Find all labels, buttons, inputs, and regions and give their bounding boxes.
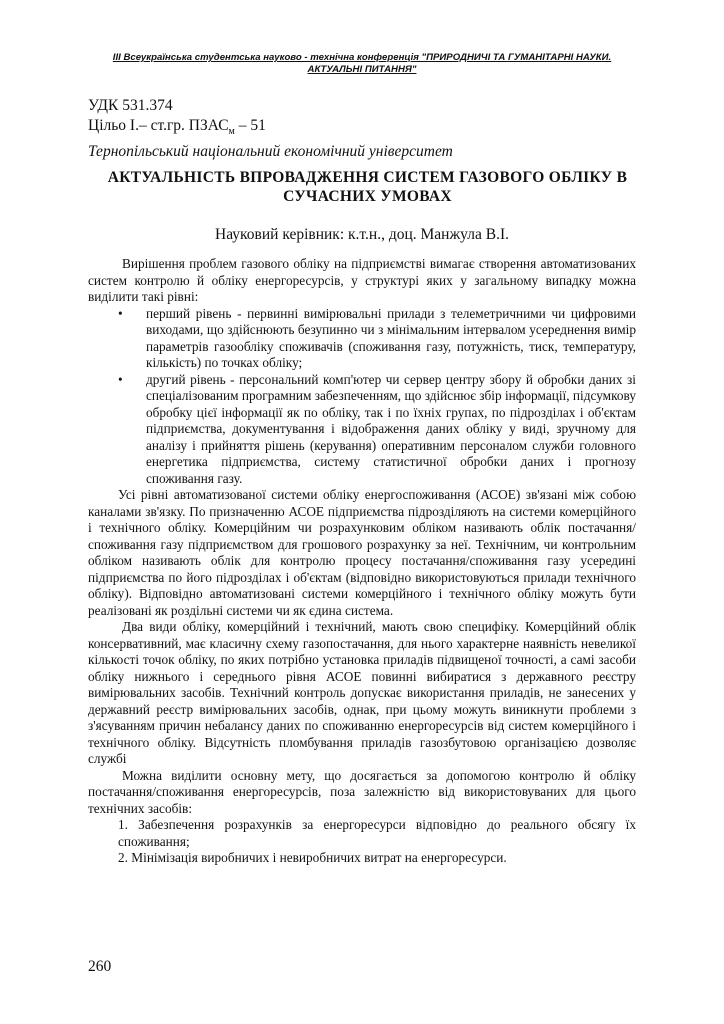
bullet-text-level-1: перший рівень - первинні вимірювальні прилади з телеметричними чи цифровими виходами, що здійснюють безупинно чи з мінімальним інтервалом усереднення вимір параметрів газообліку споживачів (споживання газу, потужність, тиск, температуру, кількість) по точках обліку; — [146, 305, 636, 370]
list-item — [88, 372, 636, 488]
paragraph-asoe-levels: Усі рівні автоматизованої системи обліку енергоспоживання (АСОЕ) зв'язані між собою каналами зв'язку. По призначенню АСОЕ підприємства підрозділяють на системи комерційного і технічного обліку. Комерційним чи розрахунковим обліком називають облік постачання/споживання газу підприємством для грошового розрахунку за неї. Технічним, чи контрольним обліком називають облік для контролю процесу постачання/споживання газу усередині підприємства по його підрозділах і об'єктам (відповідно використовуються прилади технічного обліку). Відповідно автоматизовані системи комерційного і технічного обліку можуть бути реалізовані як роздільні системи чи як єдина система. — [88, 487, 636, 618]
numbered-item-1: 1. Забезпечення розрахунків за енергоресурси відповідно до реального обсягу їх споживання; — [118, 817, 636, 849]
list-item — [88, 306, 636, 372]
article-meta — [88, 96, 453, 162]
author-name: Цільо І.– ст.гр. ПЗАС — [88, 117, 229, 134]
paragraph-accounting-types: Два види обліку, комерційний і технічний, мають свою специфіку. Комерційний облік консервативний, має класичну схему газопостачання, для нього характерне наявність невеликої кількості точок обліку, по яких потрібно установка приладів підвищеної точності, а самі засоби обліку нижнього і середнього рівня АСОЕ повинні вибиратися з державного реєстру вимірювальних засобів. Технічний контроль допускає використання приладів, не занесених у державний реєстр вимірювальних засобів, однак, при цьому можуть виникнути проблеми з з'ясуванням причин небалансу даних по споживанню енергоресурсів від систем комерційного і технічного обліку. Відсутність пломбування приладів газозбутовою організацією дозволяє службі — [88, 619, 636, 766]
bullet-mark: • — [118, 305, 123, 321]
paragraph-main-goal: Можна виділити основну мету, що досягається за допомогою контролю й обліку постачання/споживання енергоресурсів, поза залежністю від використовуваних для цього технічних засобів: — [88, 767, 636, 816]
udk-code: УДК 531.374 — [88, 97, 173, 114]
scientific-advisor: Науковий керівник: к.т.н., доц. Манжула В.І. — [215, 226, 509, 243]
bullet-mark: • — [118, 371, 123, 387]
bullet-text-level-2: другий рівень - персональний комп'ютер чи сервер центру збору й обробки даних зі спеціалізованим програмним забезпеченням, що здійснює збір інформації, підсумкову обробку цієї інформації як по обліку, так і по їхніх групах, по підрозділах і об'єктам підприємства, документування і відображення даних обліку у виді, зручному для аналізу і прийняття рішень (керування) оперативним персоналом служби головного енергетика підприємства, систему статистичної обробки даних і прогнозу споживання газу. — [146, 371, 636, 486]
article-title: АКТУАЛЬНІСТЬ ВПРОВАДЖЕННЯ СИСТЕМ ГАЗОВОГО ОБЛІКУ В СУЧАСНИХ УМОВАХ — [107, 169, 628, 205]
conference-header: III Всеукраїнська студентська науково - технічна конференція "ПРИРОДНИЧІ ТА ГУМАНІТАРНІ НАУКИ. АКТУАЛЬНІ ПИТАННЯ" — [112, 52, 612, 75]
university-name: Тернопільський національний економічний університет — [88, 143, 453, 161]
numbered-item-2: 2. Мінімізація виробничих і невиробничих витрат на енергоресурси. — [118, 850, 507, 865]
article-body — [88, 256, 636, 867]
author-line — [88, 116, 453, 142]
intro-paragraph: Вирішення проблем газового обліку на підприємстві вимагає створення автоматизованих систем контролю й обліку енергоресурсів, у структурі яких у загальному випадку можна виділити такі рівні: — [88, 256, 636, 304]
page-number: 260 — [88, 958, 112, 975]
author-group-subscript: м — [228, 126, 235, 138]
author-group-suffix: – 51 — [234, 117, 266, 134]
